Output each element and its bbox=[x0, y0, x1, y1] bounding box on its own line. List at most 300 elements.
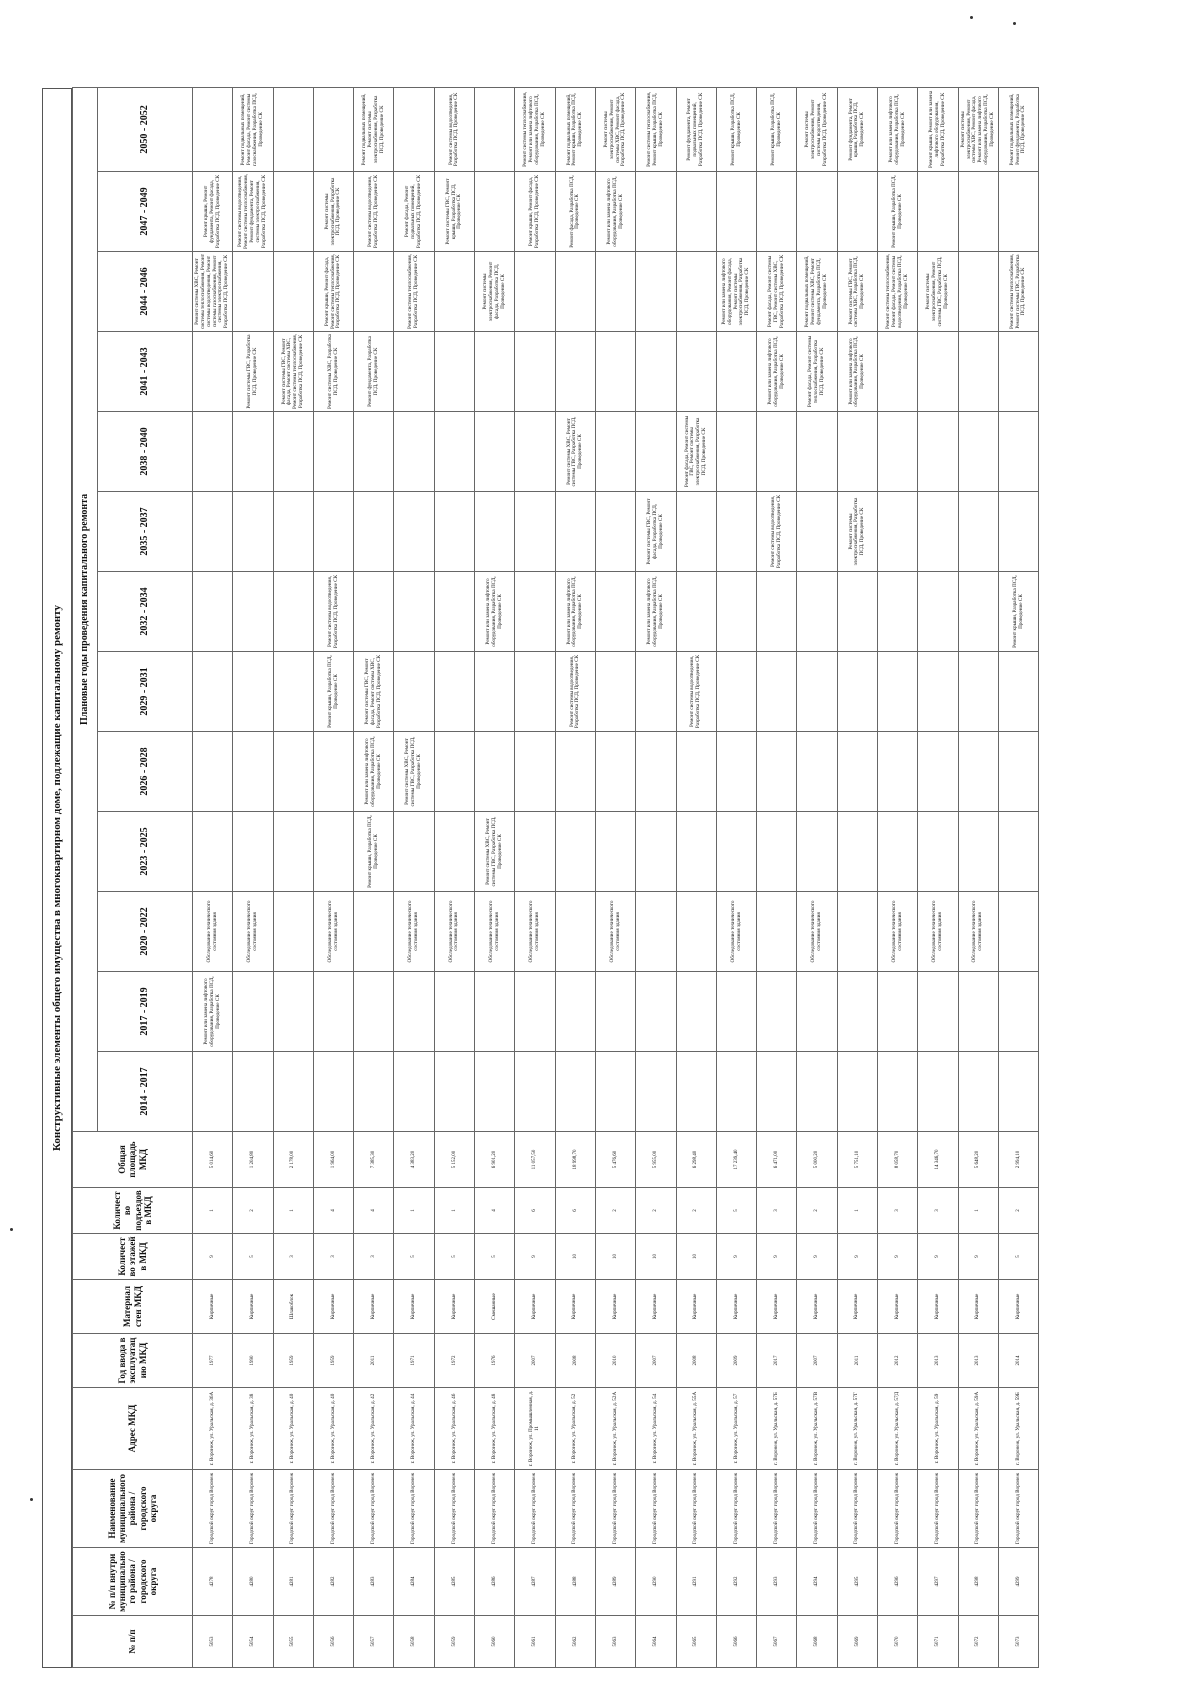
repair-period-cell bbox=[837, 972, 877, 1052]
repair-period-cell bbox=[273, 492, 313, 572]
repair-period-cell: Ремонт системы водоотведения, Разработка ПСД, Проведение СК bbox=[676, 652, 716, 732]
row-wall-material: Кирпичные bbox=[515, 1280, 555, 1334]
row-entrances: 5 bbox=[716, 1188, 756, 1234]
repair-period-cell bbox=[757, 732, 797, 812]
row-index: 5071 bbox=[918, 1616, 958, 1668]
repair-period-cell: Ремонт или замена лифтового оборудования, Разработка ПСД, Проведение СК bbox=[636, 572, 676, 652]
repair-period-cell: Ремонт системы электроснабжения, Разработка ПСД, Проведение СК bbox=[313, 172, 353, 252]
row-wall-material: Кирпичные bbox=[998, 1280, 1038, 1334]
repair-period-cell: Ремонт подвальных помещений, Ремонт фасада, Ремонт системы газоснабжения, Разработка ПСД, Проведение СК bbox=[233, 87, 273, 171]
repair-period-cell bbox=[676, 812, 716, 892]
row-local-index: 4289 bbox=[595, 1548, 635, 1616]
repair-period-cell: Ремонт системы электроснабжения, Ремонт системы водоотведения, Разработка ПСД, Проведение СК bbox=[797, 87, 837, 171]
repair-period-cell: Обследование технического состояния здания bbox=[233, 892, 273, 972]
table-row bbox=[757, 87, 797, 1667]
repair-period-cell bbox=[878, 572, 918, 652]
repair-period-cell bbox=[394, 492, 434, 572]
repair-period-cell: Ремонт фундамента, Разработка ПСД, Проведение СК bbox=[354, 332, 394, 412]
row-total-area: 2 178,00 bbox=[273, 1132, 313, 1188]
row-year-built: 1959 bbox=[313, 1334, 353, 1388]
repair-period-cell bbox=[998, 892, 1038, 972]
repair-period-cell bbox=[354, 252, 394, 332]
row-local-index: 4294 bbox=[797, 1548, 837, 1616]
row-index: 5054 bbox=[233, 1616, 273, 1668]
row-entrances: 3 bbox=[918, 1188, 958, 1234]
row-total-area: 18 998,70 bbox=[555, 1132, 595, 1188]
repair-period-cell: Ремонт фундамента, Ремонт подвальных помещений, Разработка ПСД, Проведение СК bbox=[676, 87, 716, 171]
repair-period-cell: Ремонт системы ХВС, Ремонт системы ГВС, Разработка ПСД, Проведение СК bbox=[555, 412, 595, 492]
repair-period-cell bbox=[918, 172, 958, 252]
row-wall-material: Кирпичные bbox=[313, 1280, 353, 1334]
row-floors: 10 bbox=[555, 1234, 595, 1280]
row-wall-material: Кирпичные bbox=[636, 1280, 676, 1334]
repair-period-cell bbox=[676, 252, 716, 332]
year-header: 2032 - 2034 bbox=[98, 572, 193, 652]
table-row bbox=[716, 87, 756, 1667]
repair-period-cell bbox=[918, 812, 958, 892]
year-header: 2044 - 2046 bbox=[98, 252, 193, 332]
repair-period-cell bbox=[676, 492, 716, 572]
row-year-built: 2011 bbox=[354, 1334, 394, 1388]
col-header-wall-material: Материал стен МКД bbox=[73, 1280, 193, 1334]
repair-period-cell: Обследование технического состояния здания bbox=[595, 892, 635, 972]
row-total-area: 14 346,70 bbox=[918, 1132, 958, 1188]
table-row bbox=[797, 87, 837, 1667]
repair-period-cell bbox=[716, 732, 756, 812]
row-wall-material: Кирпичные bbox=[354, 1280, 394, 1334]
repair-period-cell: Ремонт крыши, Ремонт фасада, Ремонт системы теплоснабжения, Разработка ПСД, Проведение СК bbox=[313, 252, 353, 332]
repair-period-cell bbox=[998, 812, 1038, 892]
table-row bbox=[676, 87, 716, 1667]
row-year-built: 1976 bbox=[475, 1334, 515, 1388]
row-address: г. Воронеж, ул. Уральская, д. 36А bbox=[193, 1388, 233, 1470]
repair-period-cell bbox=[958, 492, 998, 572]
repair-period-cell: Обследование технического состояния здания bbox=[434, 892, 474, 972]
repair-period-cell bbox=[434, 1052, 474, 1132]
row-index: 5057 bbox=[354, 1616, 394, 1668]
repair-period-cell bbox=[676, 892, 716, 972]
repair-period-cell bbox=[797, 652, 837, 732]
row-entrances: 2 bbox=[998, 1188, 1038, 1234]
repair-period-cell bbox=[998, 652, 1038, 732]
repair-period-cell bbox=[636, 812, 676, 892]
repair-period-cell bbox=[193, 412, 233, 492]
row-wall-material: Кирпичные bbox=[837, 1280, 877, 1334]
repair-period-cell bbox=[676, 972, 716, 1052]
row-entrances: 4 bbox=[313, 1188, 353, 1234]
row-index: 5072 bbox=[958, 1616, 998, 1668]
repair-period-cell bbox=[434, 492, 474, 572]
repair-period-cell bbox=[273, 572, 313, 652]
repair-period-cell: Ремонт системы теплоснабжения, Ремонт крыши, Разработка ПСД, Проведение СК bbox=[636, 87, 676, 171]
row-address: г. Воронеж, ул. Уральская, д. 40 bbox=[273, 1388, 313, 1470]
row-entrances: 1 bbox=[837, 1188, 877, 1234]
repair-period-cell bbox=[636, 412, 676, 492]
repair-period-cell bbox=[313, 1052, 353, 1132]
repair-period-cell bbox=[878, 812, 918, 892]
repair-period-cell: Ремонт или замена лифтового оборудования, Разработка ПСД, Проведение СК bbox=[475, 572, 515, 652]
row-address: г. Воронеж, ул. Уральская, д. 52 bbox=[555, 1388, 595, 1470]
repair-period-cell bbox=[394, 812, 434, 892]
table-row bbox=[434, 87, 474, 1667]
row-year-built: 2010 bbox=[595, 1334, 635, 1388]
repair-schedule-table bbox=[72, 87, 1039, 1668]
table-row bbox=[233, 87, 273, 1667]
row-floors: 9 bbox=[193, 1234, 233, 1280]
repair-period-cell: Ремонт фасада, Разработка ПСД, Проведение СК bbox=[555, 172, 595, 252]
row-district: Городской округ город Воронеж bbox=[394, 1470, 434, 1548]
year-header: 2029 - 2031 bbox=[98, 652, 193, 732]
row-district: Городской округ город Воронеж bbox=[918, 1470, 958, 1548]
repair-period-cell bbox=[797, 492, 837, 572]
table-row bbox=[595, 87, 635, 1667]
col-header-entrances: Количество подъездов в МКД bbox=[73, 1188, 193, 1234]
repair-period-cell bbox=[837, 732, 877, 812]
repair-period-cell bbox=[273, 252, 313, 332]
repair-period-cell bbox=[434, 572, 474, 652]
repair-period-cell bbox=[918, 652, 958, 732]
repair-period-cell bbox=[193, 1052, 233, 1132]
repair-period-cell bbox=[193, 332, 233, 412]
row-total-area: 6 298,40 bbox=[676, 1132, 716, 1188]
row-district: Городской округ город Воронеж bbox=[475, 1470, 515, 1548]
repair-period-cell bbox=[475, 412, 515, 492]
row-year-built: 2007 bbox=[636, 1334, 676, 1388]
repair-period-cell bbox=[918, 972, 958, 1052]
repair-period-cell bbox=[394, 1052, 434, 1132]
repair-period-cell bbox=[757, 812, 797, 892]
repair-period-cell: Ремонт крыши, Разработка ПСД, Проведение СК bbox=[313, 652, 353, 732]
row-index: 5066 bbox=[716, 1616, 756, 1668]
repair-period-cell bbox=[878, 652, 918, 732]
repair-period-cell: Ремонт системы ГВС, Ремонт фасада, Разработка ПСД, Проведение СК bbox=[636, 492, 676, 572]
year-header: 2014 - 2017 bbox=[98, 1052, 193, 1132]
year-header: 2026 - 2028 bbox=[98, 732, 193, 812]
repair-period-cell bbox=[958, 572, 998, 652]
repair-period-cell bbox=[797, 812, 837, 892]
repair-period-cell bbox=[998, 332, 1038, 412]
table-row bbox=[475, 87, 515, 1667]
row-district: Городской округ город Воронеж bbox=[797, 1470, 837, 1548]
row-year-built: 1977 bbox=[193, 1334, 233, 1388]
row-district: Городской округ город Воронеж bbox=[273, 1470, 313, 1548]
repair-period-cell bbox=[757, 892, 797, 972]
row-year-built: 2008 bbox=[555, 1334, 595, 1388]
repair-period-cell bbox=[595, 972, 635, 1052]
repair-period-cell bbox=[434, 252, 474, 332]
row-year-built: 1959 bbox=[273, 1334, 313, 1388]
row-floors: 9 bbox=[757, 1234, 797, 1280]
repair-period-cell: Ремонт системы ХВС, Разработка ПСД, Проведение СК bbox=[313, 332, 353, 412]
repair-period-cell bbox=[434, 412, 474, 492]
repair-period-cell: Ремонт или замена лифтового оборудования, Разработка ПСД, Проведение СК bbox=[193, 972, 233, 1052]
row-wall-material: Кирпичные bbox=[233, 1280, 273, 1334]
row-local-index: 4290 bbox=[636, 1548, 676, 1616]
row-total-area: 5 014,60 bbox=[193, 1132, 233, 1188]
repair-period-cell bbox=[555, 492, 595, 572]
table-row bbox=[878, 87, 918, 1667]
repair-period-cell: Ремонт или замена лифтового оборудования, Разработка ПСД, Проведение СК bbox=[595, 172, 635, 252]
repair-period-cell bbox=[555, 252, 595, 332]
repair-period-cell: Ремонт крыши, Разработка ПСД, Проведение СК bbox=[878, 172, 918, 252]
row-district: Городской округ город Воронеж bbox=[757, 1470, 797, 1548]
register-sheet bbox=[42, 88, 1152, 1668]
repair-period-cell bbox=[837, 572, 877, 652]
row-address: г. Воронеж, ул. Уральская, д. 42 bbox=[354, 1388, 394, 1470]
row-floors: 5 bbox=[233, 1234, 273, 1280]
row-address: г. Воронеж, ул. Уральская, д. 57Д bbox=[878, 1388, 918, 1470]
repair-period-cell bbox=[475, 492, 515, 572]
repair-period-cell: Ремонт системы ГВС, Ремонт фасада, Ремонт системы ХВС, Ремонт системы теплоснабжения, Разработка ПСД, Проведение СК bbox=[273, 332, 313, 412]
repair-period-cell: Обследование технического состояния здания bbox=[394, 892, 434, 972]
repair-period-cell bbox=[636, 172, 676, 252]
repair-period-cell bbox=[354, 412, 394, 492]
row-index: 5070 bbox=[878, 1616, 918, 1668]
row-total-area: 7 385,30 bbox=[354, 1132, 394, 1188]
row-district: Городской округ город Воронеж bbox=[636, 1470, 676, 1548]
row-floors: 3 bbox=[273, 1234, 313, 1280]
year-header: 2017 - 2019 bbox=[98, 972, 193, 1052]
repair-period-cell bbox=[434, 972, 474, 1052]
row-address: г. Воронеж, ул. Уральская, д. 48 bbox=[475, 1388, 515, 1470]
repair-period-cell bbox=[193, 492, 233, 572]
row-wall-material: Кирпичные bbox=[958, 1280, 998, 1334]
repair-period-cell: Ремонт системы водоотведения, Разработка ПСД, Проведение СК bbox=[555, 652, 595, 732]
repair-period-cell bbox=[716, 572, 756, 652]
repair-period-cell bbox=[233, 252, 273, 332]
col-header-total-area: Общая площадь МКД bbox=[73, 1132, 193, 1188]
repair-period-cell bbox=[354, 892, 394, 972]
repair-period-cell bbox=[998, 732, 1038, 812]
repair-period-cell bbox=[716, 172, 756, 252]
repair-period-cell: Ремонт системы электроснабжения, Ремонт системы ХВС, Ремонт фасада, Разработка ПСД, Проведение СК bbox=[595, 87, 635, 171]
row-floors: 9 bbox=[837, 1234, 877, 1280]
row-entrances: 2 bbox=[797, 1188, 837, 1234]
row-district: Городской округ город Воронеж bbox=[595, 1470, 635, 1548]
repair-period-cell bbox=[757, 972, 797, 1052]
repair-period-cell: Ремонт системы ГВС, Ремонт системы ХВС, Разработка ПСД, Проведение СК bbox=[837, 252, 877, 332]
repair-period-cell bbox=[273, 812, 313, 892]
repair-period-cell bbox=[273, 972, 313, 1052]
repair-period-cell bbox=[394, 972, 434, 1052]
repair-period-cell bbox=[878, 1052, 918, 1132]
row-index: 5067 bbox=[757, 1616, 797, 1668]
scan-speck bbox=[30, 1498, 33, 1501]
repair-period-cell bbox=[434, 332, 474, 412]
repair-period-cell: Ремонт системы ХВС, Ремонт системы ГВС, Разработка ПСД, Проведение СК bbox=[475, 812, 515, 892]
row-floors: 10 bbox=[595, 1234, 635, 1280]
row-entrances: 1 bbox=[193, 1188, 233, 1234]
row-address: г. Воронеж, ул. Уральская, д. 55А bbox=[676, 1388, 716, 1470]
row-index: 5058 bbox=[394, 1616, 434, 1668]
col-header-year-built: Год ввода в эксплуатацию МКД bbox=[73, 1334, 193, 1388]
row-index: 5059 bbox=[434, 1616, 474, 1668]
row-wall-material: Кирпичные bbox=[434, 1280, 474, 1334]
repair-period-cell: Обследование технического состояния здания bbox=[797, 892, 837, 972]
repair-period-cell bbox=[193, 87, 233, 171]
repair-period-cell bbox=[837, 812, 877, 892]
row-district: Городской округ город Воронеж bbox=[958, 1470, 998, 1548]
table-row bbox=[636, 87, 676, 1667]
row-floors: 5 bbox=[434, 1234, 474, 1280]
row-year-built: 2017 bbox=[757, 1334, 797, 1388]
row-index: 5062 bbox=[555, 1616, 595, 1668]
repair-period-cell bbox=[475, 332, 515, 412]
repair-period-cell bbox=[515, 652, 555, 732]
repair-period-cell bbox=[636, 252, 676, 332]
repair-period-cell bbox=[394, 332, 434, 412]
repair-period-cell bbox=[716, 492, 756, 572]
repair-period-cell bbox=[797, 412, 837, 492]
repair-period-cell bbox=[233, 1052, 273, 1132]
repair-period-cell bbox=[878, 972, 918, 1052]
year-header: 2050 - 2052 bbox=[98, 87, 193, 171]
row-local-index: 4282 bbox=[313, 1548, 353, 1616]
row-floors: 5 bbox=[394, 1234, 434, 1280]
repair-period-cell bbox=[958, 172, 998, 252]
row-local-index: 4285 bbox=[434, 1548, 474, 1616]
repair-period-cell bbox=[716, 812, 756, 892]
repair-period-cell bbox=[797, 172, 837, 252]
repair-period-cell bbox=[193, 652, 233, 732]
row-address: г. Воронеж, ул. Уральская, д. 59Б bbox=[998, 1388, 1038, 1470]
row-index: 5063 bbox=[595, 1616, 635, 1668]
row-entrances: 3 bbox=[757, 1188, 797, 1234]
table-row bbox=[193, 87, 233, 1667]
repair-period-cell: Ремонт системы теплоснабжения, Ремонт фасада, Ремонт системы водоотведения, Разработка ПСД, Проведение СК bbox=[878, 252, 918, 332]
repair-period-cell bbox=[273, 412, 313, 492]
repair-period-cell bbox=[595, 572, 635, 652]
repair-period-cell: Ремонт фасада, Ремонт системы ГВС, Ремонт системы ХВС, Разработка ПСД, Проведение СК bbox=[757, 252, 797, 332]
repair-period-cell bbox=[998, 492, 1038, 572]
repair-period-cell: Ремонт системы водоотведения, Разработка ПСД, Проведение СК bbox=[434, 87, 474, 171]
repair-period-cell bbox=[595, 1052, 635, 1132]
repair-period-cell: Обследование технического состояния здания bbox=[918, 892, 958, 972]
repair-period-cell: Ремонт системы теплоснабжения, Ремонт системы ГВС, Разработка ПСД, Проведение СК bbox=[998, 252, 1038, 332]
repair-period-cell bbox=[515, 412, 555, 492]
row-floors: 5 bbox=[475, 1234, 515, 1280]
repair-period-cell bbox=[716, 332, 756, 412]
repair-period-cell bbox=[878, 332, 918, 412]
table-row bbox=[313, 87, 353, 1667]
repair-period-cell bbox=[716, 412, 756, 492]
repair-period-cell bbox=[595, 412, 635, 492]
repair-period-cell bbox=[797, 1052, 837, 1132]
repair-period-cell: Ремонт крыши, Разработка ПСД, Проведение СК bbox=[757, 87, 797, 171]
repair-period-cell bbox=[958, 812, 998, 892]
repair-period-cell bbox=[434, 732, 474, 812]
repair-period-cell bbox=[918, 732, 958, 812]
row-index: 5053 bbox=[193, 1616, 233, 1668]
row-index: 5073 bbox=[998, 1616, 1038, 1668]
col-header-local-index: № п/п внутри муниципального района / городского округа bbox=[73, 1548, 193, 1616]
repair-period-cell: Ремонт системы электроснабжения, Ремонт системы ГВС, Разработка ПСД, Проведение СК bbox=[918, 252, 958, 332]
row-total-area: 1 964,00 bbox=[313, 1132, 353, 1188]
repair-period-cell bbox=[837, 412, 877, 492]
row-local-index: 4296 bbox=[878, 1548, 918, 1616]
col-header-index: № п/п bbox=[73, 1616, 193, 1668]
repair-period-cell bbox=[193, 732, 233, 812]
repair-period-cell bbox=[313, 812, 353, 892]
row-address: г. Воронеж, ул. Уральская, д. 57В bbox=[797, 1388, 837, 1470]
repair-period-cell bbox=[273, 732, 313, 812]
row-total-area: 6 471,00 bbox=[757, 1132, 797, 1188]
row-district: Городской округ город Воронеж bbox=[233, 1470, 273, 1548]
row-wall-material: Кирпичные bbox=[555, 1280, 595, 1334]
row-index: 5069 bbox=[837, 1616, 877, 1668]
repair-period-cell: Обследование технического состояния здания bbox=[716, 892, 756, 972]
repair-period-cell bbox=[313, 972, 353, 1052]
repair-period-cell: Ремонт крыши, Ремонт или замена лифтового оборудования, Разработка ПСД, Проведение СК bbox=[918, 87, 958, 171]
repair-period-cell: Ремонт системы электроснабжения, Ремонт фасада, Разработка ПСД, Проведение СК bbox=[475, 252, 515, 332]
row-local-index: 4283 bbox=[354, 1548, 394, 1616]
repair-period-cell bbox=[475, 172, 515, 252]
repair-period-cell bbox=[757, 1052, 797, 1132]
repair-period-cell bbox=[313, 492, 353, 572]
row-address: г. Воронеж, ул. Уральская, д. 57 bbox=[716, 1388, 756, 1470]
row-total-area: 5 152,00 bbox=[434, 1132, 474, 1188]
row-entrances: 2 bbox=[595, 1188, 635, 1234]
repair-period-cell: Ремонт системы теплоснабжения, Разработка ПСД, Проведение СК bbox=[394, 252, 434, 332]
row-entrances: 4 bbox=[475, 1188, 515, 1234]
repair-period-cell bbox=[354, 572, 394, 652]
repair-period-cell bbox=[797, 972, 837, 1052]
repair-period-cell bbox=[233, 652, 273, 732]
repair-period-cell bbox=[515, 252, 555, 332]
row-local-index: 4297 bbox=[918, 1548, 958, 1616]
row-year-built: 2014 bbox=[998, 1334, 1038, 1388]
repair-period-cell bbox=[958, 1052, 998, 1132]
row-wall-material: Кирпичные bbox=[595, 1280, 635, 1334]
repair-period-cell bbox=[394, 572, 434, 652]
row-district: Городской округ город Воронеж bbox=[676, 1470, 716, 1548]
row-address: г. Воронеж, ул. Уральская, д. 40 bbox=[313, 1388, 353, 1470]
row-local-index: 4281 bbox=[273, 1548, 313, 1616]
col-header-address: Адрес МКД bbox=[73, 1388, 193, 1470]
row-local-index: 4280 bbox=[233, 1548, 273, 1616]
repair-period-cell: Ремонт системы водоотведения, Разработка ПСД, Проведение СК bbox=[354, 172, 394, 252]
repair-period-cell bbox=[918, 492, 958, 572]
repair-period-cell bbox=[998, 172, 1038, 252]
repair-period-cell bbox=[233, 572, 273, 652]
repair-period-cell: Ремонт фасада, Ремонт системы ГВС, Ремонт системы электроснабжения, Разработка ПСД, Проведение СК bbox=[676, 412, 716, 492]
repair-period-cell bbox=[354, 972, 394, 1052]
repair-period-cell bbox=[595, 492, 635, 572]
row-year-built: 1972 bbox=[434, 1334, 474, 1388]
repair-period-cell bbox=[797, 572, 837, 652]
repair-period-cell bbox=[233, 972, 273, 1052]
row-local-index: 4295 bbox=[837, 1548, 877, 1616]
repair-period-cell bbox=[273, 87, 313, 171]
repair-period-cell bbox=[676, 172, 716, 252]
row-local-index: 4298 bbox=[958, 1548, 998, 1616]
table-row bbox=[958, 87, 998, 1667]
row-district: Городской округ город Воронеж bbox=[998, 1470, 1038, 1548]
row-entrances: 6 bbox=[555, 1188, 595, 1234]
row-entrances: 4 bbox=[354, 1188, 394, 1234]
repair-period-cell bbox=[555, 892, 595, 972]
row-address: г. Воронеж, ул. Уральская, д. 59 bbox=[918, 1388, 958, 1470]
repair-period-cell bbox=[515, 572, 555, 652]
repair-period-cell bbox=[475, 652, 515, 732]
row-total-area: 5 648,20 bbox=[958, 1132, 998, 1188]
repair-period-cell bbox=[273, 172, 313, 252]
repair-period-cell: Ремонт крыши, Разработка ПСД, Проведение СК bbox=[998, 572, 1038, 652]
repair-period-cell: Ремонт подвальных помещений, Ремонт крыши, Разработка ПСД, Проведение СК bbox=[555, 87, 595, 171]
repair-period-cell bbox=[475, 732, 515, 812]
repair-period-cell: Ремонт системы ХВС, Ремонт системы теплоснабжения, Ремонт системы водоотведения, Ремонт системы газоснабжения, Ремонт системы электроснабжения, Разработка ПСД, Проведение СК bbox=[193, 252, 233, 332]
repair-period-cell: Обследование технического состояния здания bbox=[475, 892, 515, 972]
